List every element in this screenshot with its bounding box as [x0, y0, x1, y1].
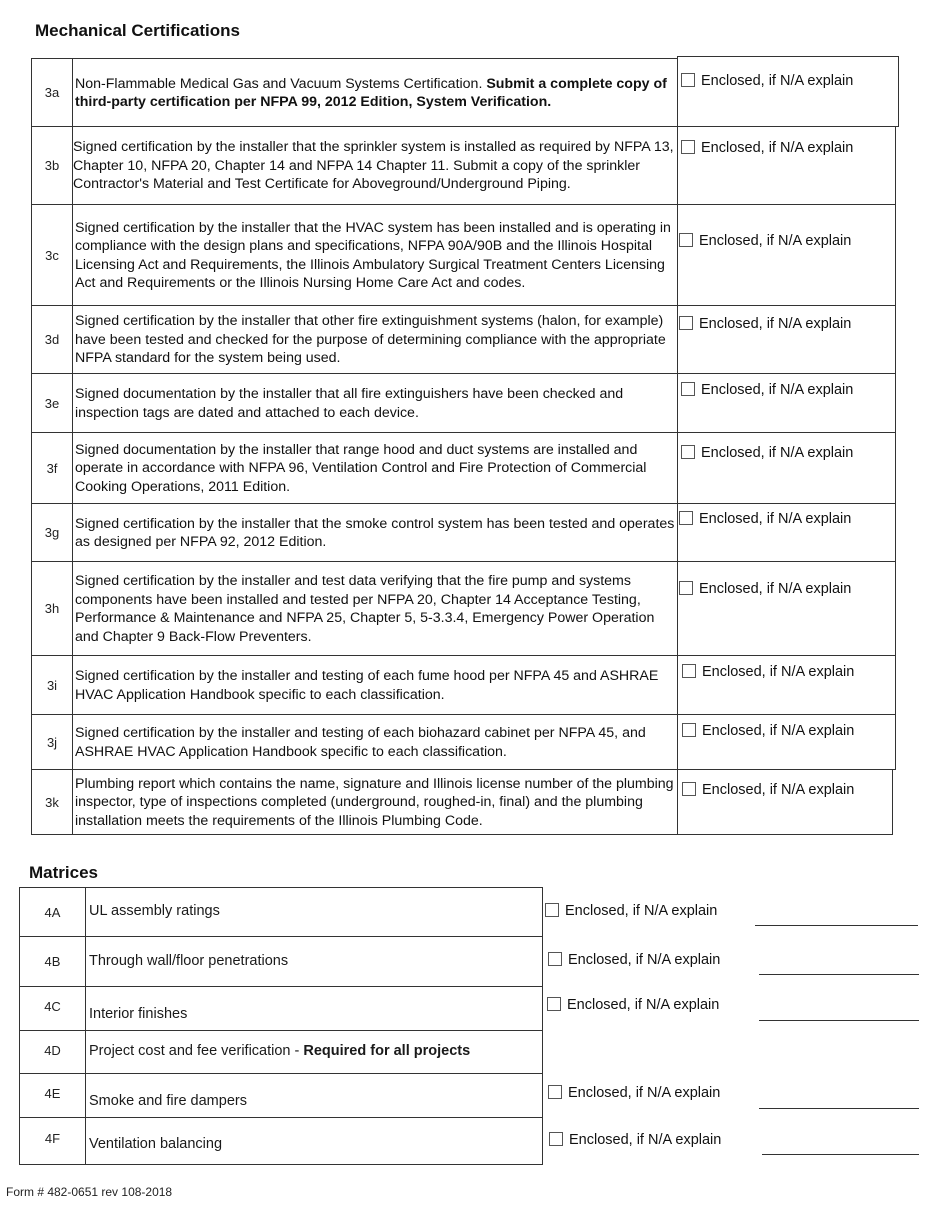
item-number: 4D: [19, 1030, 86, 1074]
enclosed-checkbox-row[interactable]: [681, 445, 853, 461]
desc-text: Interior finishes: [89, 1006, 188, 1022]
item-number: 4B: [19, 936, 86, 987]
enclosed-label: Enclosed, if N/A explain: [699, 316, 852, 332]
item-number: 3j: [31, 714, 73, 770]
item-number: 3c: [31, 204, 73, 306]
enclosed-cell: [677, 126, 896, 205]
item-description: [72, 769, 678, 835]
enclosed-label: Enclosed, if N/A explain: [701, 140, 854, 156]
enclosed-checkbox[interactable]: [682, 782, 696, 796]
desc-text: Signed certification by the installer that the HVAC system has been installed and is operating in compliance with the design plans and specifications, NFPA 90A/90B and the Illinois Hospital Licensing Act and Requirements, the Illinois Ambulatory Surgical Treatment Centers Licensing Act and Requirements or the Illinois Nursing Home Care Act and codes.: [75, 219, 671, 291]
item-number: 3e: [31, 373, 73, 433]
desc-text: Signed certification by the installer that the sprinkler system is installed as required by NFPA 13, Chapter 10, NFPA 20, Chapter 14 and NFPA 14 Chapter 11. Submit a copy of the sprinkler Contractor's Material and Test Certificate for Aboveground/Underground Piping.: [73, 139, 674, 193]
enclosed-checkbox-row[interactable]: [679, 233, 851, 249]
item-number: 3b: [31, 126, 73, 205]
item-description: [85, 986, 543, 1031]
item-description: [72, 204, 678, 306]
enclosed-checkbox-row[interactable]: [681, 73, 853, 89]
enclosed-checkbox[interactable]: [679, 511, 693, 525]
item-number: 4E: [19, 1073, 86, 1118]
enclosed-label: Enclosed, if N/A explain: [568, 1085, 721, 1101]
item-number: 3d: [31, 305, 73, 374]
enclosed-label: Enclosed, if N/A explain: [699, 233, 852, 249]
enclosed-label: Enclosed, if N/A explain: [702, 723, 855, 739]
desc-text: Plumbing report which contains the name, signature and Illinois license number of the plumbing inspector, type of inspections completed (underground, roughed-in, final) and the plumbing installation meets the requirements of the Illinois Plumbing Code.: [75, 775, 674, 829]
item-description: [85, 1030, 543, 1074]
item-description: [72, 126, 678, 205]
desc-text: UL assembly ratings: [89, 903, 220, 919]
desc-text: Signed certification by the installer and testing of each fume hood per NFPA 45 and ASHRAE HVAC Application Handbook specific to each classification.: [75, 668, 659, 703]
enclosed-checkbox[interactable]: [547, 997, 561, 1011]
enclosed-checkbox[interactable]: [679, 233, 693, 247]
enclosed-cell: [677, 204, 896, 306]
desc-bold-text: Submit a complete copy of third-party certification per NFPA 99, 2012 Edition, System Verification.: [75, 75, 667, 110]
desc-text: Non-Flammable Medical Gas and Vacuum Systems Certification.: [75, 75, 487, 92]
enclosed-label: Enclosed, if N/A explain: [565, 903, 718, 919]
item-description: [72, 503, 678, 562]
desc-text: Signed certification by the installer and testing of each biohazard cabinet per NFPA 45, and ASHRAE HVAC Application Handbook specific to each classification.: [75, 725, 646, 760]
desc-bold-text: Required for all projects: [303, 1043, 471, 1059]
item-number: 3i: [31, 655, 73, 715]
enclosed-label: Enclosed, if N/A explain: [567, 997, 720, 1013]
enclosed-cell: [677, 769, 893, 835]
enclosed-checkbox-row[interactable]: [682, 782, 854, 798]
enclosed-checkbox-row[interactable]: [679, 511, 851, 527]
item-description: [72, 373, 678, 433]
enclosed-checkbox[interactable]: [548, 1085, 562, 1099]
desc-text: Project cost and fee verification -: [89, 1043, 304, 1059]
enclosed-checkbox-row[interactable]: [548, 952, 720, 968]
item-number: 4C: [19, 986, 86, 1031]
desc-text: Through wall/floor penetrations: [89, 953, 289, 969]
item-description: [72, 714, 678, 770]
enclosed-checkbox[interactable]: [682, 664, 696, 678]
item-description: [72, 655, 678, 715]
desc-text: Signed certification by the installer that other fire extinguishment systems (halon, for example) have been tested and checked for the purpose of determining compliance with the appropriate NFPA standard for the system being used.: [75, 313, 666, 367]
enclosed-checkbox-row[interactable]: [548, 1085, 720, 1101]
enclosed-label: Enclosed, if N/A explain: [568, 952, 721, 968]
enclosed-checkbox[interactable]: [679, 316, 693, 330]
item-description: [85, 936, 543, 987]
enclosed-checkbox[interactable]: [681, 382, 695, 396]
item-description: [72, 58, 678, 127]
enclosed-checkbox[interactable]: [681, 140, 695, 154]
explain-line[interactable]: [759, 1020, 919, 1021]
explain-line[interactable]: [762, 1154, 919, 1155]
matrices-section-title: Matrices: [29, 863, 98, 882]
enclosed-checkbox[interactable]: [681, 73, 695, 87]
item-number: 3a: [31, 58, 73, 127]
desc-text: Signed documentation by the installer that range hood and duct systems are installed and operate in accordance with NFPA 96, Ventilation Control and Fire Protection of Commercial Cooking Operations, 2011 Edition.: [75, 441, 647, 495]
enclosed-label: Enclosed, if N/A explain: [701, 382, 854, 398]
enclosed-checkbox-row[interactable]: [682, 723, 854, 739]
enclosed-label: Enclosed, if N/A explain: [702, 664, 855, 680]
enclosed-label: Enclosed, if N/A explain: [569, 1132, 722, 1148]
enclosed-checkbox-row[interactable]: [681, 140, 853, 156]
enclosed-checkbox-row[interactable]: [679, 581, 851, 597]
enclosed-checkbox-row[interactable]: [682, 664, 854, 680]
desc-text: Signed certification by the installer that the smoke control system has been tested and operates as designed per NFPA 92, 2012 Edition.: [75, 515, 675, 550]
enclosed-label: Enclosed, if N/A explain: [699, 581, 852, 597]
item-description: [72, 305, 678, 374]
enclosed-checkbox[interactable]: [681, 445, 695, 459]
enclosed-checkbox-row[interactable]: [545, 903, 717, 919]
explain-line[interactable]: [759, 1108, 919, 1109]
enclosed-checkbox[interactable]: [549, 1132, 563, 1146]
item-number: 3k: [31, 769, 73, 835]
desc-text: Signed documentation by the installer that all fire extinguishers have been checked and inspection tags are dated and attached to each device.: [75, 386, 624, 421]
enclosed-label: Enclosed, if N/A explain: [699, 511, 852, 527]
item-number: 3h: [31, 561, 73, 656]
item-description: [72, 561, 678, 656]
item-description: [85, 887, 543, 937]
form-number-footer: Form # 482-0651 rev 108-2018: [6, 1185, 173, 1199]
enclosed-cell: [677, 56, 899, 127]
enclosed-checkbox-row[interactable]: [549, 1132, 721, 1148]
desc-text: Ventilation balancing: [89, 1136, 223, 1152]
enclosed-checkbox-row[interactable]: [681, 382, 853, 398]
enclosed-checkbox[interactable]: [682, 723, 696, 737]
enclosed-checkbox[interactable]: [679, 581, 693, 595]
enclosed-checkbox[interactable]: [545, 903, 559, 917]
enclosed-label: Enclosed, if N/A explain: [701, 73, 854, 89]
enclosed-label: Enclosed, if N/A explain: [701, 445, 854, 461]
enclosed-checkbox-row[interactable]: [547, 997, 719, 1013]
mechanical-section-title: Mechanical Certifications: [35, 21, 241, 40]
item-description: [72, 432, 678, 504]
explain-line[interactable]: [755, 925, 918, 926]
explain-line[interactable]: [759, 974, 919, 975]
enclosed-cell: [677, 561, 896, 656]
desc-text: Signed certification by the installer and test data verifying that the fire pump and systems components have been installed and tested per NFPA 20, Chapter 14 Acceptance Testing, Performance & Maintenance and NFPA 25, Chapter 5, 5-3.3.4, Emergency Power Operation and Chapter 9 Back-Flow Preventers.: [75, 573, 655, 645]
item-description: [85, 1073, 543, 1118]
item-number: 4A: [19, 887, 86, 937]
enclosed-cell: [677, 432, 896, 504]
desc-text: Smoke and fire dampers: [89, 1093, 247, 1109]
item-number: 3g: [31, 503, 73, 562]
enclosed-checkbox-row[interactable]: [679, 316, 851, 332]
enclosed-checkbox[interactable]: [548, 952, 562, 966]
enclosed-label: Enclosed, if N/A explain: [702, 782, 855, 798]
item-number: 4F: [19, 1117, 86, 1165]
item-number: 3f: [31, 432, 73, 504]
item-description: [85, 1117, 543, 1165]
